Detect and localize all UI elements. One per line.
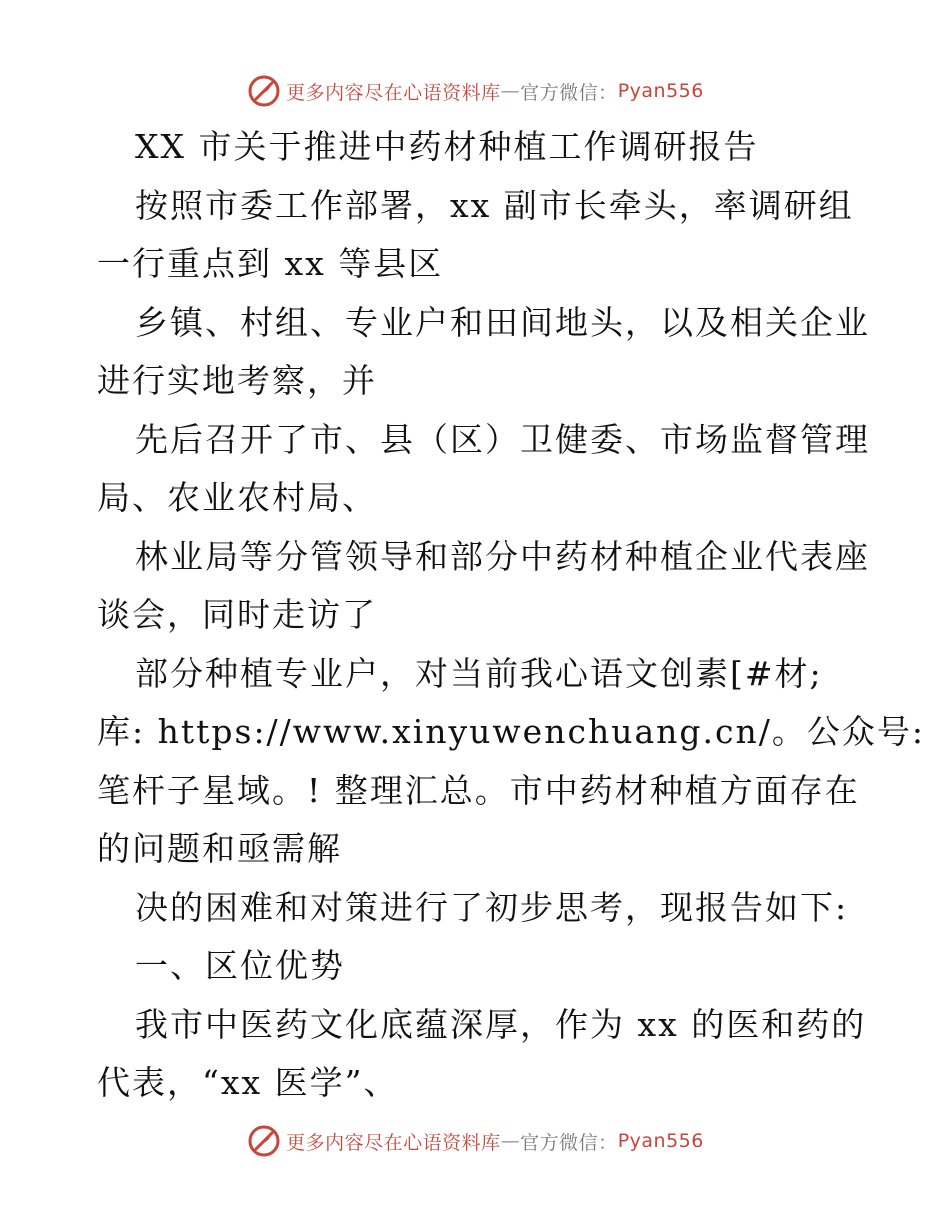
banner-site-text: 更多内容尽在心语资料库: [286, 1131, 501, 1154]
feather-logo-icon: [246, 73, 282, 109]
text-line: 部分种植专业户，对当前我心语文创素[#材;: [135, 653, 823, 693]
text-line: 乡镇、村组、专业户和田间地头，以及相关企业: [135, 302, 870, 342]
banner-separator: —: [500, 80, 521, 102]
banner-wechat-id: Pyan556: [617, 80, 704, 102]
text-line: 林业局等分管领导和部分中药材种植企业代表座: [135, 536, 870, 576]
banner-wechat-id: Pyan556: [617, 1130, 704, 1152]
text-line: 局、农业农村局、: [97, 478, 377, 517]
text-line: 一行重点到 xx 等县区: [97, 244, 444, 283]
document-title: XX 市关于推进中药材种植工作调研报告: [135, 127, 759, 166]
feather-logo-icon: [246, 1123, 282, 1159]
document-body: [97, 118, 925, 1113]
section-heading: 一、区位优势: [135, 946, 345, 985]
footer-banner: [0, 1121, 950, 1161]
banner-site-text: 更多内容尽在心语资料库: [286, 81, 501, 104]
text-line: 代表，“xx 医学”、: [97, 1063, 399, 1102]
text-line: 笔杆子星域。! 整理汇总。市中药材种植方面存在: [97, 770, 860, 810]
banner-separator: —: [500, 1130, 521, 1152]
text-line: 决的困难和对策进行了初步思考，现报告如下:: [135, 887, 849, 927]
header-banner: [0, 71, 950, 111]
banner-wechat-label: 官方微信：: [520, 81, 618, 104]
text-line: 我市中医药文化底蕴深厚，作为 xx 的医和药的: [135, 1004, 867, 1044]
text-line: 按照市委工作部署，xx 副市长牵头，率调研组: [135, 185, 854, 225]
text-line: 谈会，同时走访了: [97, 595, 377, 634]
text-line: 先后召开了市、县（区）卫健委、市场监督管理: [135, 419, 870, 459]
text-line: 进行实地考察，并: [97, 361, 377, 400]
text-line: 库: https://www.xinyuwenchuang.cn/。公众号:: [97, 712, 925, 751]
text-line: 的问题和亟需解: [97, 829, 342, 868]
banner-wechat-label: 官方微信：: [520, 1131, 618, 1154]
